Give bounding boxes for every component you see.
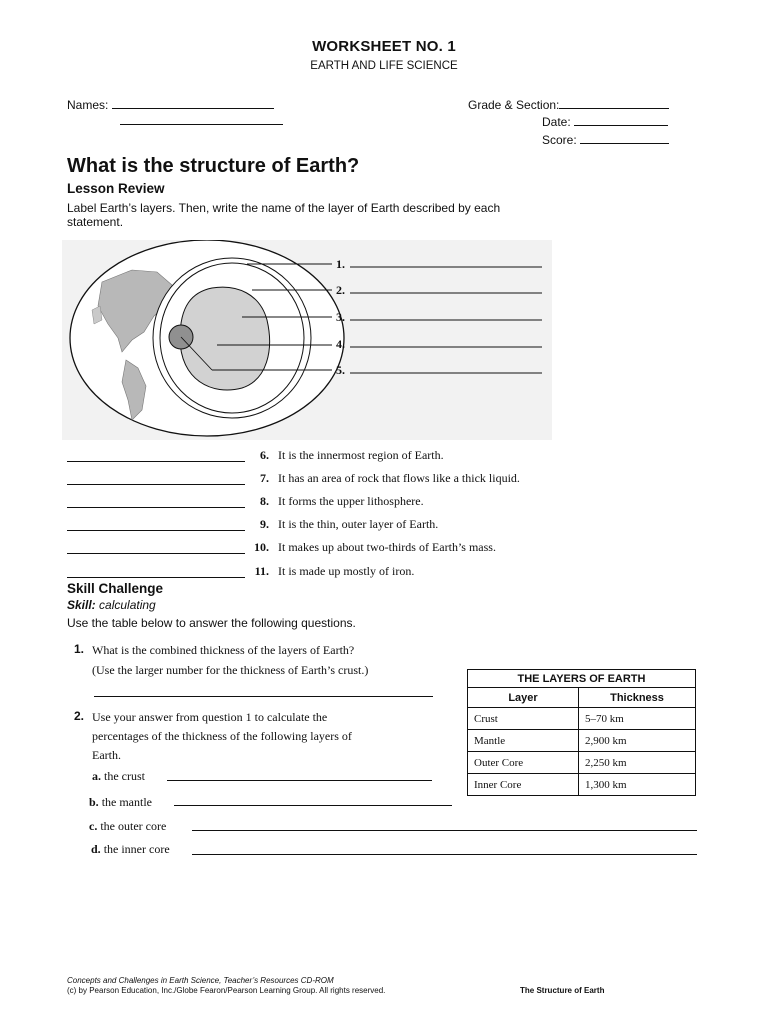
thickness-cell: 5–70 km bbox=[579, 708, 696, 730]
statement-number: 7. bbox=[260, 471, 269, 485]
part-c-letter: c. bbox=[89, 819, 98, 833]
skill-label: Skill: bbox=[67, 598, 96, 612]
question-2-line-3: Earth. bbox=[92, 748, 121, 762]
statement-text: It is the innermost region of Earth. bbox=[278, 448, 444, 462]
question-2-line-2: percentages of the thickness of the following layers of bbox=[92, 729, 352, 743]
date-field[interactable] bbox=[542, 113, 668, 129]
thickness-cell: 1,300 km bbox=[579, 774, 696, 796]
score-line[interactable] bbox=[580, 131, 669, 144]
statement-row bbox=[67, 448, 627, 468]
statement-row bbox=[67, 494, 627, 514]
statement-text: It has an area of rock that flows like a thick liquid. bbox=[278, 471, 520, 485]
table-row bbox=[468, 730, 696, 752]
part-b bbox=[89, 795, 152, 810]
question-1-text bbox=[92, 642, 368, 678]
table-header-row bbox=[468, 688, 696, 708]
skill-line bbox=[67, 598, 156, 612]
names-field[interactable] bbox=[67, 96, 274, 112]
part-a bbox=[92, 769, 145, 784]
layers-of-earth-table bbox=[467, 669, 696, 796]
statement-answer-line[interactable] bbox=[67, 564, 245, 578]
part-b-text: the mantle bbox=[101, 795, 153, 809]
statement-number: 9. bbox=[260, 517, 269, 531]
table-row bbox=[468, 708, 696, 730]
statement-text: It makes up about two-thirds of Earth’s mass. bbox=[278, 540, 496, 554]
grade-section-line[interactable] bbox=[559, 96, 669, 109]
table-caption: THE LAYERS OF EARTH bbox=[468, 670, 696, 688]
part-b-answer-line[interactable] bbox=[174, 793, 452, 806]
statement-number: 6. bbox=[260, 448, 269, 462]
statement-text: It is made up mostly of iron. bbox=[278, 564, 415, 578]
worksheet-subtitle: EARTH AND LIFE SCIENCE bbox=[310, 60, 458, 72]
statement-answer-line[interactable] bbox=[67, 471, 245, 485]
part-a-text: the crust bbox=[104, 769, 145, 783]
lesson-review-heading: Lesson Review bbox=[67, 181, 165, 196]
question-2-line-1: Use your answer from question 1 to calculate the bbox=[92, 710, 328, 724]
date-line[interactable] bbox=[574, 113, 668, 126]
statement-answer-line[interactable] bbox=[67, 517, 245, 531]
part-d-text: the inner core bbox=[103, 842, 170, 856]
statement-number: 8. bbox=[260, 494, 269, 508]
label-number-1: 1. bbox=[336, 257, 345, 271]
table-header-layer: Layer bbox=[468, 688, 579, 708]
skill-value: calculating bbox=[99, 598, 156, 612]
part-d-answer-line[interactable] bbox=[192, 842, 697, 855]
table-caption-row bbox=[468, 670, 696, 688]
statement-answer-line[interactable] bbox=[67, 540, 245, 554]
part-c-answer-line[interactable] bbox=[192, 818, 697, 831]
thickness-cell: 2,900 km bbox=[579, 730, 696, 752]
question-1-answer-line[interactable] bbox=[94, 684, 433, 697]
part-d bbox=[91, 842, 170, 857]
table-header-thickness: Thickness bbox=[579, 688, 696, 708]
part-d-letter: d. bbox=[91, 842, 101, 856]
statement-number: 11. bbox=[254, 564, 269, 578]
lesson-instructions: Label Earth’s layers. Then, write the name of the layer of Earth described by each statement. bbox=[67, 201, 501, 229]
earth-layers-diagram bbox=[62, 240, 552, 440]
score-field[interactable] bbox=[542, 131, 669, 147]
question-1-number: 1. bbox=[74, 642, 85, 656]
table-row bbox=[468, 774, 696, 796]
layer-cell: Inner Core bbox=[468, 774, 579, 796]
earth-globe-icon bbox=[70, 240, 344, 436]
layer-cell: Mantle bbox=[468, 730, 579, 752]
page-heading: What is the structure of Earth? bbox=[67, 155, 360, 177]
statement-text: It forms the upper lithosphere. bbox=[278, 494, 424, 508]
layer-cell: Crust bbox=[468, 708, 579, 730]
names-line-2[interactable] bbox=[120, 112, 283, 125]
skill-challenge-heading: Skill Challenge bbox=[67, 581, 164, 596]
worksheet-title: WORKSHEET NO. 1 bbox=[312, 38, 456, 55]
footer-copyright: (c) by Pearson Education, Inc./Globe Fearon/Pearson Learning Group. All rights reserved. bbox=[67, 986, 386, 995]
part-a-letter: a. bbox=[92, 769, 101, 783]
part-a-answer-line[interactable] bbox=[167, 768, 432, 781]
footer-page-title: The Structure of Earth bbox=[520, 986, 605, 995]
statement-row bbox=[67, 471, 627, 491]
date-label: Date: bbox=[542, 115, 571, 129]
footer-source: Concepts and Challenges in Earth Science, Teacher’s Resources CD-ROM bbox=[67, 976, 334, 985]
statement-number: 10. bbox=[254, 540, 269, 554]
grade-section-field[interactable] bbox=[468, 96, 669, 112]
part-c bbox=[89, 819, 166, 834]
skill-instruction: Use the table below to answer the following questions. bbox=[67, 616, 356, 630]
score-label: Score: bbox=[542, 133, 577, 147]
grade-section-label: Grade & Section: bbox=[468, 98, 560, 112]
names-line-1[interactable] bbox=[112, 96, 274, 109]
statement-row bbox=[67, 540, 627, 560]
part-c-text: the outer core bbox=[100, 819, 167, 833]
label-number-5: 5. bbox=[336, 363, 345, 377]
layer-cell: Outer Core bbox=[468, 752, 579, 774]
question-2-text bbox=[92, 708, 352, 765]
label-number-3: 3. bbox=[336, 310, 345, 324]
part-b-letter: b. bbox=[89, 795, 99, 809]
thickness-cell: 2,250 km bbox=[579, 752, 696, 774]
statement-answer-line[interactable] bbox=[67, 494, 245, 508]
question-1-line-1: What is the combined thickness of the layers of Earth? bbox=[92, 643, 355, 657]
label-number-4: 4. bbox=[336, 337, 345, 351]
statement-row bbox=[67, 517, 627, 537]
statement-text: It is the thin, outer layer of Earth. bbox=[278, 517, 439, 531]
table-row bbox=[468, 752, 696, 774]
label-number-2: 2. bbox=[336, 283, 345, 297]
question-2-number: 2. bbox=[74, 709, 85, 723]
names-label: Names: bbox=[67, 98, 109, 112]
statement-answer-line[interactable] bbox=[67, 448, 245, 462]
question-1-line-2: (Use the larger number for the thickness of Earth’s crust.) bbox=[92, 663, 369, 677]
